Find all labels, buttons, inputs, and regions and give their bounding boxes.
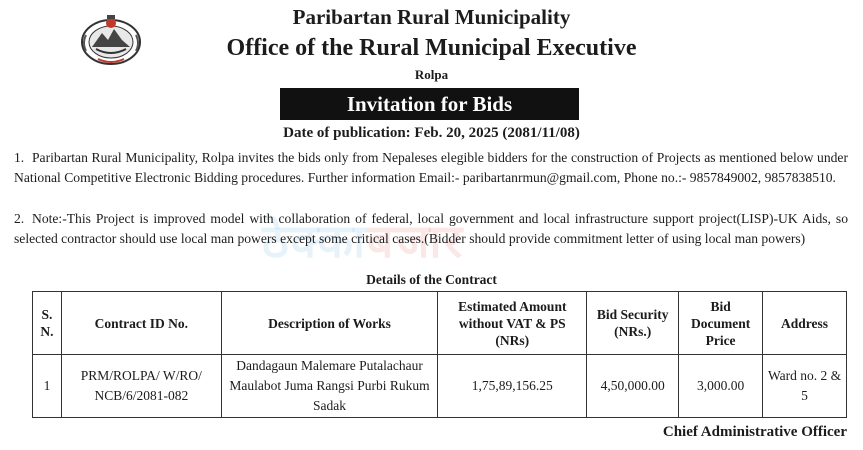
table-cell: Ward no. 2 & 5 (763, 355, 847, 418)
column-header: S. N. (33, 292, 62, 355)
column-header: Bid Document Price (679, 292, 763, 355)
table-cell: 1,75,89,156.25 (438, 355, 587, 418)
column-header: Description of Works (221, 292, 438, 355)
paragraph-2-number: 2. (14, 211, 25, 226)
publication-date: Date of publication: Feb. 20, 2025 (2081/11/08) (283, 125, 580, 141)
column-header: Estimated Amount without VAT & PS (NRs) (438, 292, 587, 355)
table-row (33, 355, 847, 418)
paragraph-2-text: Note:-This Project is improved model with collaboration of federal, local government and local infrastructure support project(LISP)-UK Aids, so selected contractor should use local man powers except some critical cases.(Bidder should provide commitment letter of using local man powers) (14, 211, 848, 246)
column-header: Address (763, 292, 847, 355)
office-title: Office of the Rural Municipal Executive (226, 35, 637, 61)
paragraph-1-number: 1. (14, 150, 25, 165)
table-header-row (33, 292, 847, 355)
district-name: Rolpa (414, 67, 449, 82)
contract-details-title: Details of the Contract (366, 272, 497, 287)
paragraph-2 (14, 209, 848, 248)
table-cell: 4,50,000.00 (587, 355, 679, 418)
invitation-banner: Invitation for Bids (280, 88, 579, 120)
table-cell: 1 (33, 355, 62, 418)
paragraph-1-text: Paribartan Rural Municipality, Rolpa invites the bids only from Nepaleses elegible bidders for the construction of Projects as mentioned below under National Competitive Electronic Bidding procedures. Further information Email:- paribartanrmun@gmail.com, Phone no.:- 9857849002, 9857838510. (14, 150, 848, 185)
paragraph-1 (14, 148, 848, 187)
contract-table (32, 291, 847, 418)
municipality-name: Paribartan Rural Municipality (292, 5, 571, 29)
column-header: Bid Security (NRs.) (587, 292, 679, 355)
table-cell: Dandagaun Malemare Putalachaur Maulabot Juma Rangsi Purbi Rukum Sadak (221, 355, 438, 418)
table-cell: PRM/ROLPA/ W/RO/ NCB/6/2081-082 (61, 355, 221, 418)
table-cell: 3,000.00 (679, 355, 763, 418)
watermark-part1: ठेक्का (262, 214, 368, 268)
column-header: Contract ID No. (61, 292, 221, 355)
watermark-part2: बजार (367, 214, 465, 268)
signature-title: Chief Administrative Officer (662, 424, 847, 440)
